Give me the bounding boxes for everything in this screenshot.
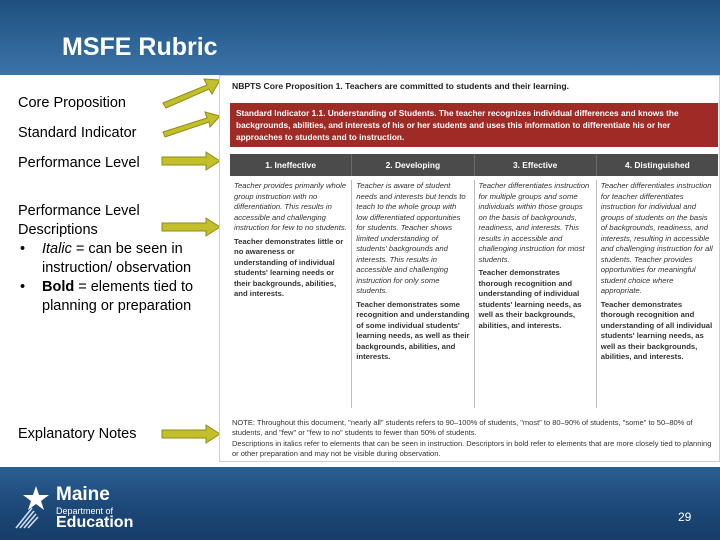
- description-italic: Teacher provides primarily whole group instruction with no differentiation. This results in accessible and challenging instruction for few to no students.: [234, 181, 347, 232]
- slide-title: MSFE Rubric: [62, 33, 218, 61]
- level-distinguished: 4. Distinguished: [625, 160, 690, 170]
- label-core-proposition: Core Proposition: [18, 95, 126, 111]
- bold-explanation: = elements tied to planning or preparation: [42, 279, 194, 314]
- arrow-icon: [160, 216, 222, 238]
- description-developing: [352, 180, 474, 408]
- note-italic-bold: Descriptions in italics refer to elements that can be seen in instruction. Descriptors in bold refer to elements that are more closely tied to planning or other preparation and may not be visible during observation.: [232, 439, 712, 458]
- description-italic: Teacher differentiates instruction for multiple groups and some individuals within those groups on the basis of backgrounds, readiness, and interests. This results in accessible and challenging instruction for most students.: [478, 181, 590, 264]
- rubric-excerpt: [219, 75, 720, 462]
- description-effective: [475, 180, 597, 408]
- bullet-icon: •: [20, 241, 26, 257]
- descriptions-legend: [18, 240, 198, 316]
- maine-doe-logo: [12, 484, 162, 530]
- description-italic: Teacher is aware of student needs and interests but tends to teach to the whole group with low differentiated opportunities for students. Teacher shows limited understanding of students' backgrounds and interests. This results in accessible and challenging instruction for only some students.: [356, 181, 466, 295]
- italic-keyword: Italic: [42, 241, 72, 257]
- logo-text-education: Education: [56, 514, 134, 531]
- arrow-icon: [160, 150, 222, 172]
- italic-explanation: = can be seen in instruction/ observation: [42, 241, 192, 276]
- logo-text-maine: Maine: [56, 484, 110, 505]
- star-icon: [12, 484, 56, 530]
- level-developing: 2. Developing: [352, 154, 474, 176]
- description-italic: Teacher differentiates instruction for teacher differentiates instruction for individual and groups of students on the basis of backgrounds, readiness, and interests, resulting in accessible and challenging instruction for all students. Teacher provides opportunities for meaningful student choice where appropriate.: [600, 181, 713, 295]
- description-ineffective: [230, 180, 352, 408]
- label-performance-level: Performance Level: [18, 155, 140, 171]
- rubric-descriptions: [230, 180, 718, 408]
- description-bold: Teacher demonstrates thorough recognition and understanding of individual students' learning needs, as well as their backgrounds, abilities, and interests.: [478, 268, 582, 330]
- level-effective: 3. Effective: [475, 154, 597, 176]
- arrow-icon: [160, 423, 222, 445]
- descriptions-heading: Performance Level Descriptions: [18, 203, 140, 238]
- description-bold: Teacher demonstrates some recognition and understanding of some individual students' learning needs, as well as their backgrounds, abilities, and interests.: [356, 299, 470, 361]
- label-explanatory-notes: Explanatory Notes: [18, 426, 137, 442]
- description-bold: Teacher demonstrates thorough recognition and understanding of all individual students' learning needs, as well as their backgrounds, abilities, and interests.: [600, 299, 713, 361]
- rubric-core-proposition: NBPTS Core Proposition 1. Teachers are committed to students and their learning.: [232, 81, 569, 91]
- label-standard-indicator: Standard Indicator: [18, 125, 137, 141]
- description-bold: Teacher demonstrates little or no awareness or understanding of individual students' learning needs or their backgrounds, abilities, and interests.: [234, 236, 344, 298]
- logo-text-department: Department of: [56, 506, 114, 516]
- rubric-notes: [232, 418, 718, 460]
- rubric-level-header: [230, 154, 718, 176]
- arrow-icon: [160, 108, 222, 140]
- legend-bold: [18, 278, 212, 316]
- bold-keyword: Bold: [42, 279, 75, 295]
- bullet-icon: •: [20, 279, 26, 295]
- legend-italic: [18, 240, 212, 278]
- arrow-icon: [160, 72, 222, 112]
- page-number: 29: [678, 510, 692, 524]
- level-ineffective: 1. Ineffective: [230, 154, 352, 176]
- description-distinguished: [597, 180, 718, 408]
- rubric-standard-indicator: Standard Indicator 1.1. Understanding of Students. The teacher recognizes individual differences and knows the backgrounds, abilities, and interests of his or her students and uses this information to differentiate his or her approaches to students and to instruction.: [230, 103, 718, 147]
- note-percentages: NOTE: Throughout this document, "nearly all" students refers to 90–100% of students, "most" to 80–90% of students, "some" to 50–80% of students, and "few" or "few to no" students to fewer than 50% of students.: [232, 418, 693, 437]
